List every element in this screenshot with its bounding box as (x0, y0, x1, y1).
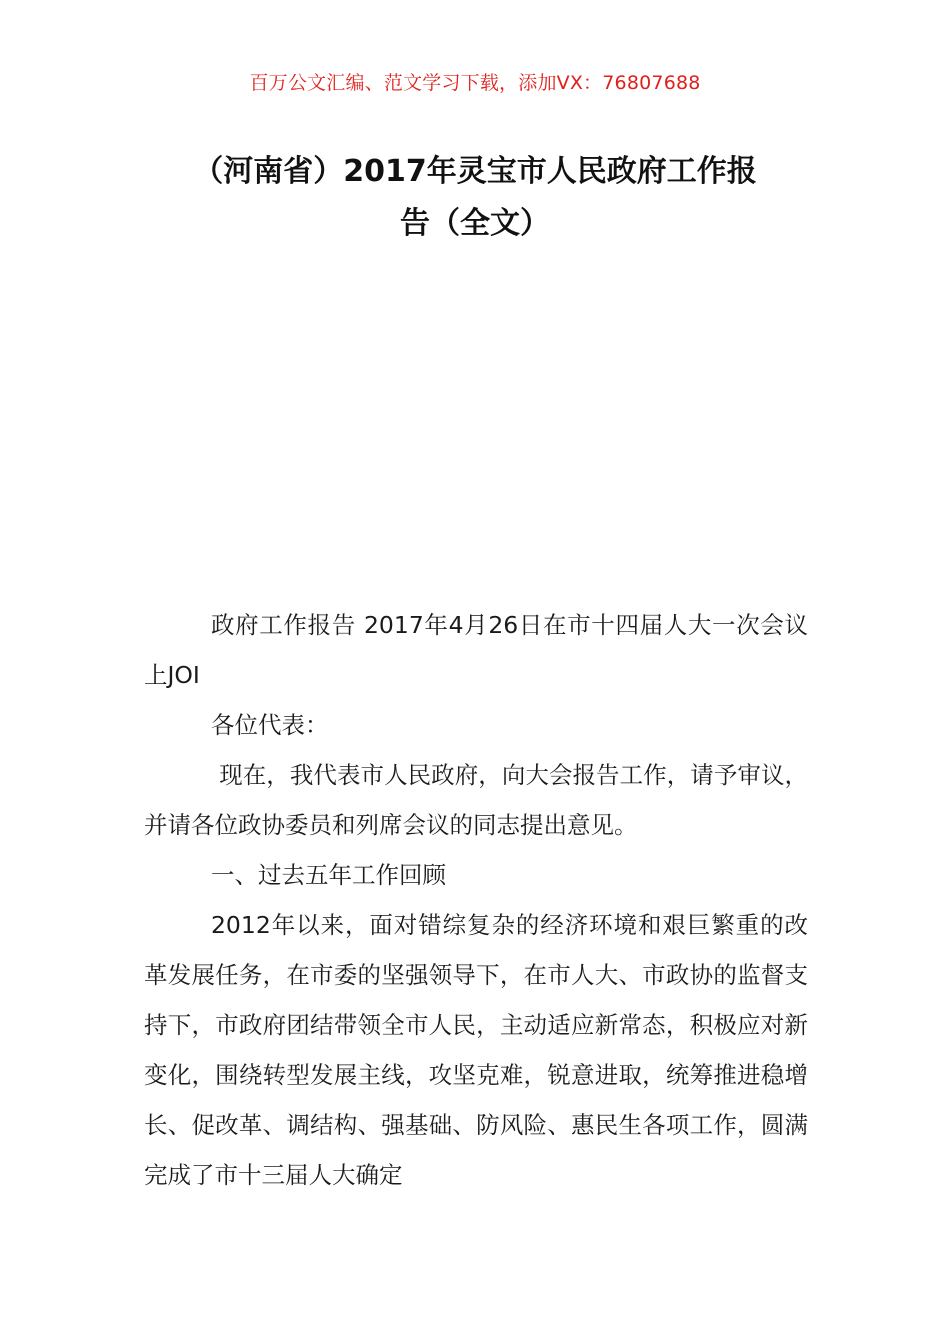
paragraph-report-date: 政府工作报告 2017年4月26日在市十四届人大一次会议上JOI (144, 611, 808, 689)
title-line-2: 告（全文） (400, 206, 550, 241)
paragraph-review: 2012年以来，面对错综复杂的经济环境和艰巨繁重的改革发展任务，在市委的坚强领导下，在市人大、市政协的监督支持下，市政府团结带领全市人民，主动适应新常态，积极应对新变化，围绕转型发展主线，攻坚克难，锐意进取，统筹推进稳增长、促改革、调结构、强基础、防风险、惠民生各项工作，圆满完成了市十三届人大确定 (144, 911, 808, 1189)
document-title (140, 146, 810, 250)
paragraph-intro: 现在，我代表市人民政府，向大会报告工作，请予审议，并请各位政协委员和列席会议的同志提出意见。 (144, 761, 808, 839)
header-note: 百万公文汇编、范文学习下载，添加VX：76807688 (249, 72, 701, 94)
section-heading: 一、过去五年工作回顾 (210, 861, 446, 889)
document-body (144, 600, 808, 1200)
paragraph-salutation: 各位代表： (210, 711, 329, 739)
title-line-1: （河南省）2017年灵宝市人民政府工作报 (193, 154, 757, 189)
